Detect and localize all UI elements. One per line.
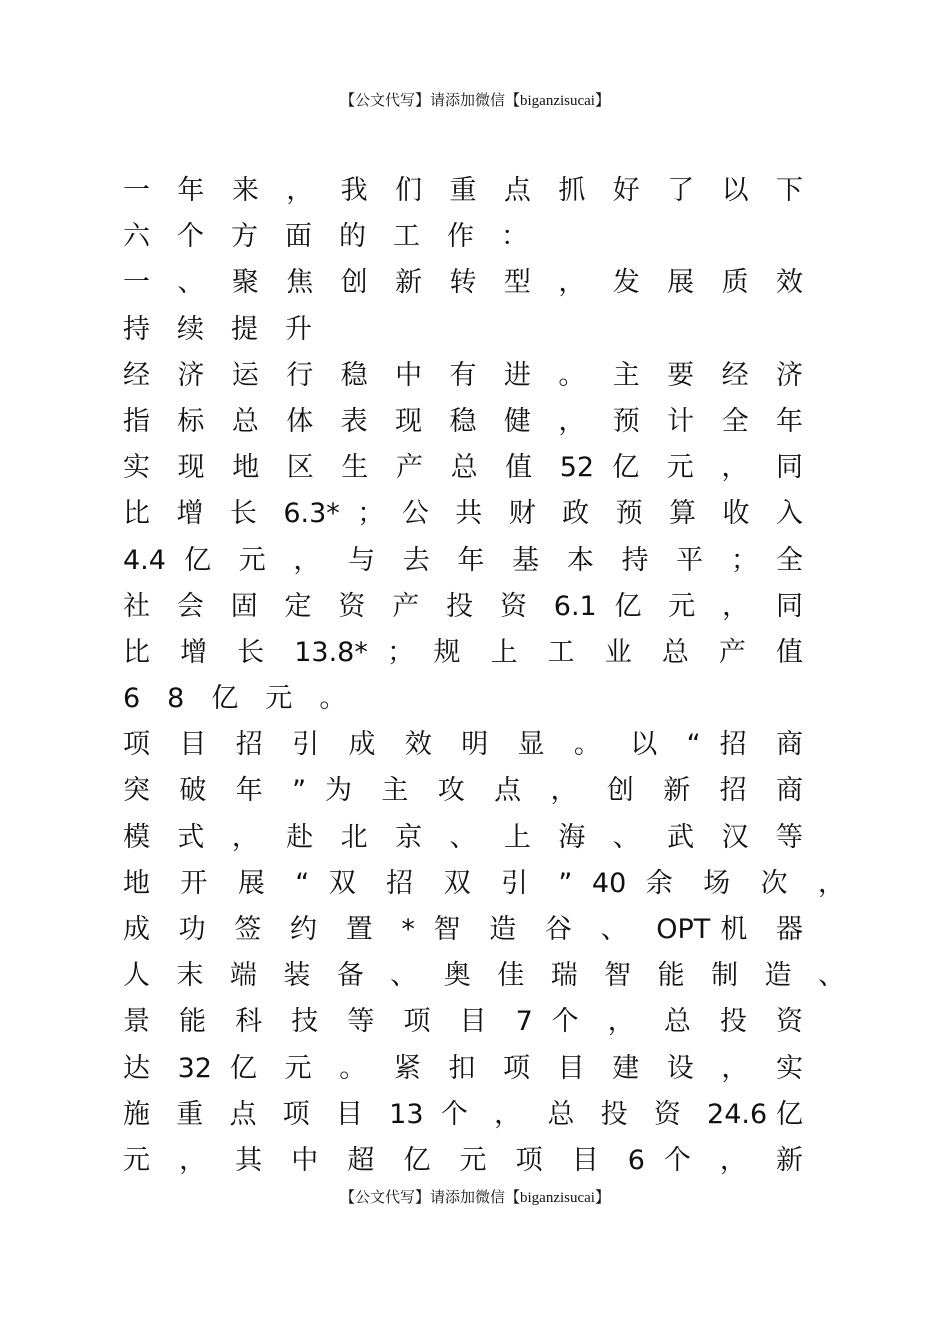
text-line-6: 指 标 总 体 表 现 稳 健 ， 预 计 全 年 — [123, 405, 803, 437]
text-line-15: 模 式 ， 赴 北 京 、 上 海 、 武 汉 等 — [123, 821, 803, 853]
text-line-13: 项 目 招 引 成 效 明 显 。 以 “ 招 商 — [123, 729, 803, 761]
text-line-18: 人 末 端 装 备 、 奥 佳 瑞 智 能 制 造 、 — [123, 960, 845, 992]
section-heading-1-cont: 持续提升 — [123, 313, 339, 345]
text-line-21: 施 重 点 项 目 13 个 ， 总 投 资 24.6亿 — [123, 1098, 803, 1130]
text-line-11: 比 增 长 13.8* ； 规 上 工 业 总 产 值 — [123, 636, 803, 668]
text-line-8: 比 增 长 6.3* ； 公 共 财 政 预 算 收 入 — [123, 498, 803, 530]
text-line-17: 成 功 签 约 置 * 智 造 谷 、 OPT机 器 — [123, 914, 803, 945]
text-line-12: 68亿元。 — [123, 683, 374, 715]
section-heading-1: 一 、 聚 焦 创 新 转 型 ， 发 展 质 效 — [123, 267, 803, 299]
text-line-14: 突 破 年 ” 为 主 攻 点 ， 创 新 招 商 — [123, 775, 803, 807]
text-line-1: 一 年 来 ， 我 们 重 点 抓 好 了 以 下 — [123, 175, 803, 206]
page-footer-watermark: 【公文代写】请添加微信【biganzisucai】 — [340, 1190, 610, 1206]
text-line-2: 六个方面的工作： — [123, 221, 555, 253]
text-line-22: 元 ， 其 中 超 亿 元 项 目 6 个 ， 新 — [123, 1144, 803, 1176]
text-line-9: 4.4 亿 元 ， 与 去 年 基 本 持 平 ； 全 — [123, 544, 803, 576]
text-line-19: 景 能 科 技 等 项 目 7 个 ， 总 投 资 — [123, 1006, 803, 1038]
text-line-5: 经 济 运 行 稳 中 有 进 。 主 要 经 济 — [123, 359, 803, 391]
text-line-20: 达 32 亿 元 。 紧 扣 项 目 建 设 ， 实 — [123, 1052, 803, 1084]
page-header-watermark: 【公文代写】请添加微信【biganzisucai】 — [340, 93, 610, 109]
text-line-7: 实 现 地 区 生 产 总 值 52 亿 元 ， 同 — [123, 452, 803, 484]
document-body — [123, 168, 845, 1184]
text-line-16: 地 开 展 “ 双 招 双 引 ” 40 余 场 次 ， — [123, 867, 845, 899]
text-line-10: 社 会 固 定 资 产 投 资 6.1 亿 元 ， 同 — [123, 590, 803, 622]
